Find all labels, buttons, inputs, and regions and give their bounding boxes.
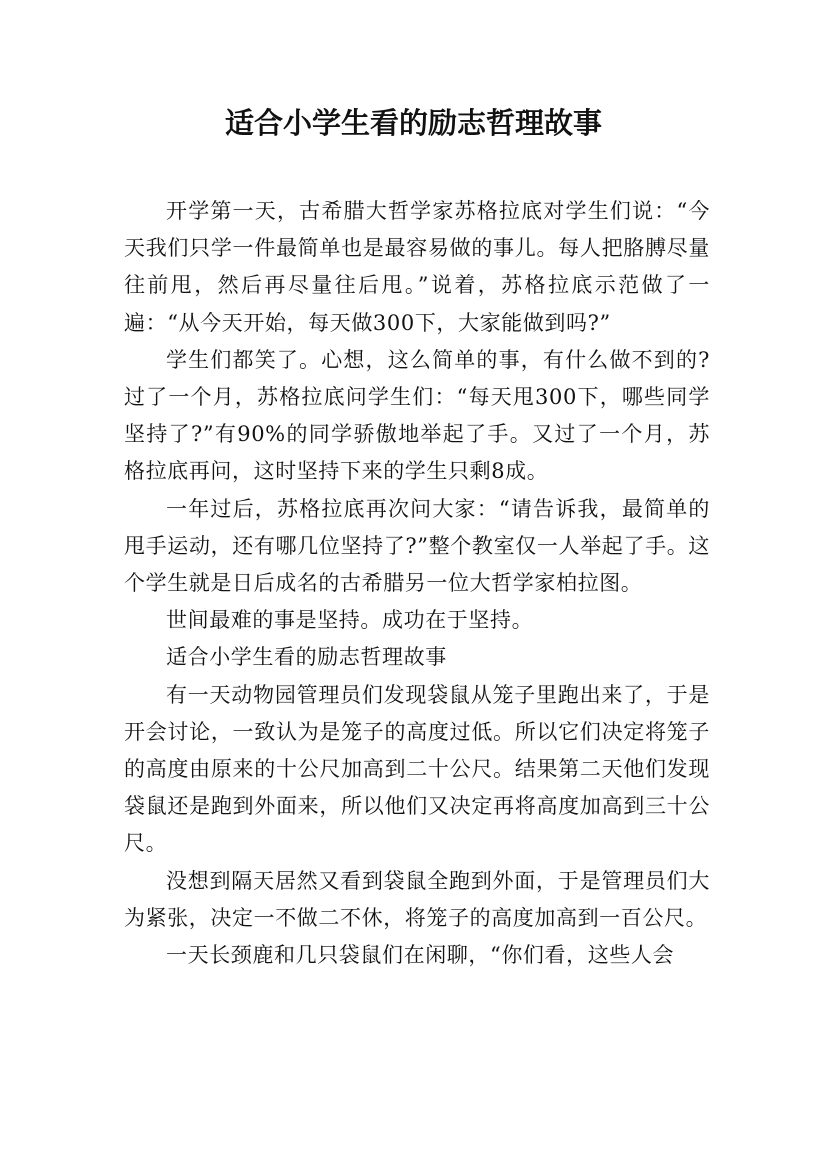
paragraph: 一天长颈鹿和几只袋鼠们在闲聊，“你们看，这些人会 <box>166 943 675 968</box>
paragraph: 世间最难的事是坚持。成功在于坚持。 <box>166 608 534 633</box>
section-heading: 适合小学生看的励志哲理故事 <box>166 645 447 670</box>
paragraph: 有一天动物园管理员们发现袋鼠从笼子里跑出来了，于是开会讨论，一致认为是笼子的高度过低。所以它们决定将笼子的高度由原来的十公尺加高到二十公尺。结果第二天他们发现袋鼠还是跑到外面来，所以他们又决定再将高度加高到三十公尺。 <box>124 682 710 856</box>
paragraph: 开学第一天，古希腊大哲学家苏格拉底对学生们说：“今天我们只学一件最简单也是最容易做的事儿。每人把胳膊尽量往前甩，然后再尽量往后甩。”说着，苏格拉底示范做了一遍：“从今天开始，每天做300下，大家能做到吗?” <box>124 199 710 335</box>
paragraph: 学生们都笑了。心想，这么简单的事，有什么做不到的?过了一个月，苏格拉底问学生们：“每天甩300下，哪些同学坚持了?”有90%的同学骄傲地举起了手。又过了一个月，苏格拉底再问，这时坚持下来的学生只剩8成。 <box>124 347 710 484</box>
paragraph: 没想到隔天居然又看到袋鼠全跑到外面，于是管理员们大为紧张，决定一不做二不休，将笼子的高度加高到一百公尺。 <box>124 868 710 930</box>
paragraph: 一年过后，苏格拉底再次问大家：“请告诉我，最简单的甩手运动，还有哪几位坚持了?”整个教室仅一人举起了手。这个学生就是日后成名的古希腊另一位大哲学家柏拉图。 <box>124 496 710 596</box>
document-title: 适合小学生看的励志哲理故事 <box>224 106 602 140</box>
document-body <box>124 193 710 974</box>
